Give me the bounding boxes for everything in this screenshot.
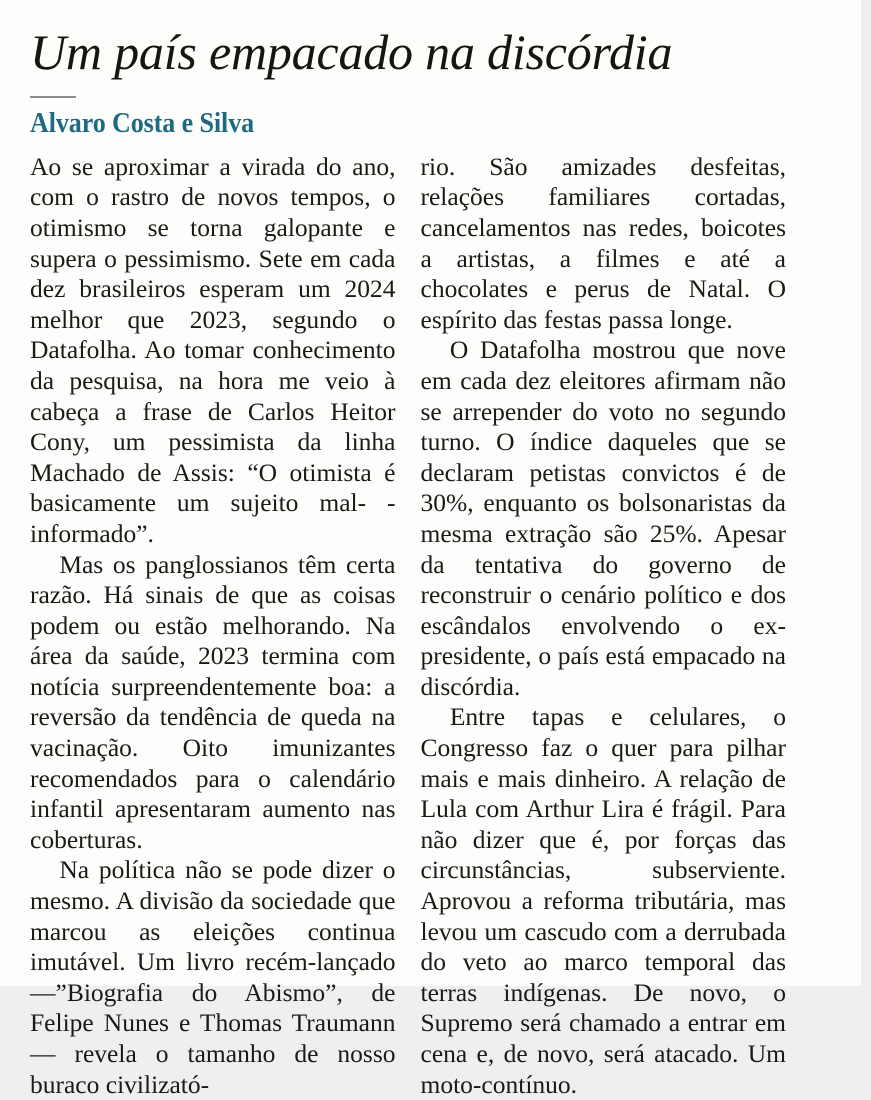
paragraph: rio. São amizades desfeitas, relações familiares cortadas, cancelamentos nas redes, boicotes a artistas, a filmes e até a chocolates e perus de Natal. O espírito das festas passa longe.	[420, 151, 786, 334]
paragraph: Mas os panglossianos têm certa razão. Há sinais de que as coisas podem ou estão melhorando. Na área da saúde, 2023 termina com notícia surpreendentemente boa: a reversão da tendência de queda na vacinação. Oito imunizantes recomendados para o calendário infantil apresentaram aumento nas coberturas.	[30, 549, 396, 854]
paragraph: Entre tapas e celulares, o Congresso faz o quer para pilhar mais e mais dinheiro. A relação de Lula com Arthur Lira é frágil. Para não dizer que é, por forças das circunstâncias, subserviente. Aprovou a reforma tributária, mas levou um cascudo com a derrubada do veto ao marco temporal das terras indígenas. De novo, o Supremo será chamado a entrar em cena e, de novo, será atacado. Um moto-contínuo.	[420, 702, 786, 1099]
article-body	[30, 152, 786, 1100]
column-right	[421, 152, 787, 1100]
column-left	[30, 152, 396, 1100]
author-byline[interactable]: Alvaro Costa e Silva	[30, 108, 255, 139]
page-title: Um país empacado na discórdia	[30, 24, 673, 80]
paragraph: Ao se aproximar a virada do ano, com o rastro de novos tempos, o otimismo se torna galopante e supera o pessimismo. Sete em cada dez brasileiros esperam um 2024 melhor que 2023, segundo o Datafolha. Ao tomar conhecimento da pesquisa, na hora me veio à cabeça a frase de Carlos Heitor Cony, um pessimista da linha Machado de Assis: “O otimista é basicamente um sujeito mal- -informado”.	[30, 151, 396, 548]
article-container	[30, 0, 786, 1100]
paragraph: O Datafolha mostrou que nove em cada dez eleitores afirmam não se arrepender do voto no segundo turno. O índice daqueles que se declaram petistas convictos é de 30%, enquanto os bolsonaristas da mesma extração são 25%. Apesar da tentativa do governo de reconstruir o cenário político e dos escândalos envolvendo o ex-presidente, o país está empacado na discórdia.	[420, 335, 786, 701]
byline-divider	[30, 96, 76, 98]
paragraph: Na política não se pode dizer o mesmo. A divisão da sociedade que marcou as eleições continua imutável. Um livro recém-lançado —”Biografia do Abismo”, de Felipe Nunes e Thomas Traumann— revela o tamanho de nosso buraco civilizató-	[30, 855, 396, 1099]
